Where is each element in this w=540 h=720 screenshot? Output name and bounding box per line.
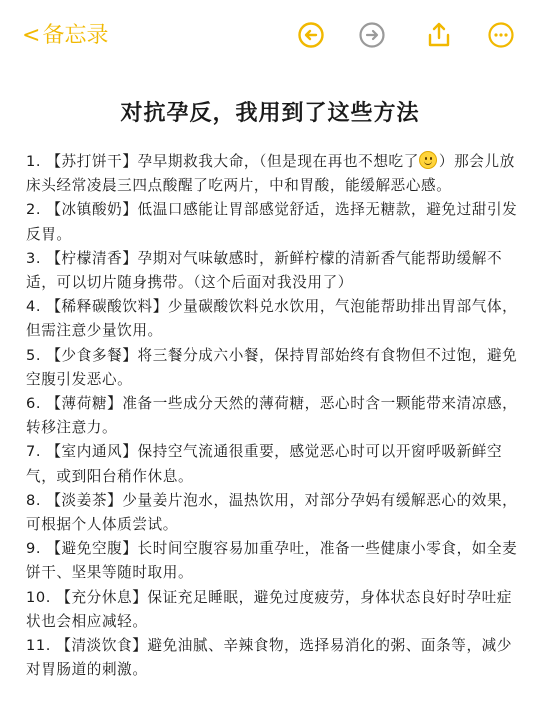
undo-button[interactable] — [296, 20, 326, 50]
list-item: 6. 【薄荷糖】准备一些成分天然的薄荷糖，恶心时含一颗能带来清凉感，转移注意力。 — [26, 395, 518, 437]
list-item: 8. 【淡姜茶】少量姜片泡水，温热饮用，对部分孕妈有缓解恶心的效果，可根据个人体质尝试。 — [26, 491, 518, 534]
redo-circle-icon — [358, 21, 386, 49]
redo-button[interactable] — [357, 20, 387, 50]
list-item: 3. 【柠檬清香】孕期对气味敏感时，新鲜柠檬的清新香气能帮助缓解不适，可以切片随身携带。（这个后面对我没用了） — [26, 249, 503, 292]
list-item: 2. 【冰镇酸奶】低温口感能让胃部感觉舒适，选择无糖款，避免过甜引发反胃。 — [26, 201, 518, 243]
list-item: 11. 【清淡饮食】避免油腻、辛辣食物，选择易消化的粥、面条等，减少对胃肠道的刺激。 — [26, 637, 513, 679]
list-item: 7. 【室内通风】保持空气流通很重要，感觉恶心时可以开窗呼吸新鲜空气，或到阳台稍作休息。 — [26, 443, 503, 485]
list-item: 10. 【充分休息】保证充足睡眠，避免过度疲劳，身体状态良好时孕吐症状也会相应减轻。 — [26, 588, 513, 630]
smiling-face-icon — [419, 151, 437, 169]
chevron-left-icon: < — [22, 23, 41, 48]
share-button[interactable] — [424, 20, 454, 50]
note-body[interactable] — [26, 150, 518, 682]
more-circle-icon — [487, 21, 515, 49]
list-item: 5. 【少食多餐】将三餐分成六小餐，保持胃部始终有食物但不过饱，避免空腹引发恶心。 — [26, 346, 518, 388]
share-icon — [425, 21, 453, 49]
back-label: 备忘录 — [42, 23, 109, 48]
back-button[interactable] — [22, 20, 108, 52]
item-text-start: 1. 【苏打饼干】孕早期救我大命，（但是现在再也不想吃了 — [26, 153, 419, 170]
list-item — [26, 150, 518, 198]
list-item: 4. 【稀释碳酸饮料】少量碳酸饮料兑水饮用，气泡能帮助排出胃部气体，但需注意少量饮用。 — [26, 298, 518, 340]
toolbar — [0, 0, 540, 72]
note-title: 对抗孕反，我用到了这些方法 — [120, 101, 420, 126]
undo-circle-icon — [297, 21, 325, 49]
item-text-end: ）那会儿放床头经常凌晨三四点酸醒了吃两片，中和胃酸，能缓解恶心感。 — [26, 153, 515, 195]
list-item: 9. 【避免空腹】长时间空腹容易加重孕吐，准备一些健康小零食，如全麦饼干、坚果等随时取用。 — [26, 540, 518, 582]
more-button[interactable] — [486, 20, 516, 50]
